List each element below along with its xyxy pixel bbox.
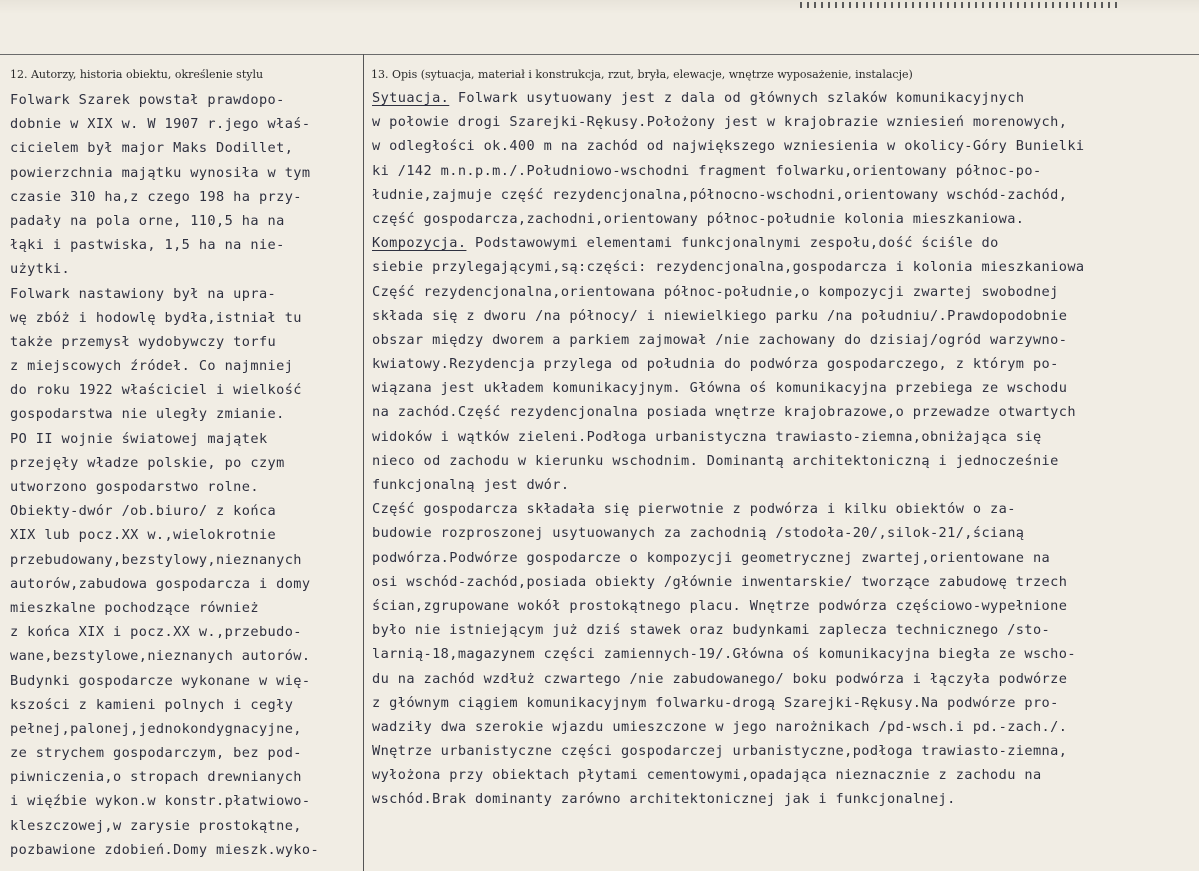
ruler-tick [961, 2, 963, 8]
text-line: gospodarstwa nie uległy zmianie. [10, 406, 285, 423]
ruler-tick [905, 2, 907, 8]
line-text: ki /142 m.n.p.m./.Południowo-wschodni fragment folwarku,orientowany północ-po- [372, 162, 1042, 179]
ruler-tick [1024, 2, 1026, 8]
text-line: piwniczenia,o stropach drewnianych [10, 769, 302, 786]
line-text: larnią-18,magazynem części zamiennych-19/.Główna oś komunikacyjna biegła ze wscho- [372, 646, 1076, 663]
text-line [372, 110, 1196, 134]
text-line [372, 328, 1196, 352]
ruler-tick [996, 2, 998, 8]
ruler-tick [982, 2, 984, 8]
line-text: Folwark usytuowany jest z dala od głównych szlaków komunikacyjnych [449, 90, 1025, 106]
text-line [372, 667, 1196, 691]
text-line: łąki i pastwiska, 1,5 ha na nie- [10, 237, 285, 254]
section-heading: Sytuacja. [372, 90, 450, 106]
line-text: Podstawowymi elementami funkcjonalnymi zespołu,dość ściśle do [466, 235, 999, 252]
ruler-tick [1108, 2, 1110, 8]
text-line [372, 400, 1196, 424]
text-line [372, 280, 1196, 304]
text-line: ze strychem gospodarczym, bez pod- [10, 745, 302, 762]
ruler-tick [877, 2, 879, 8]
ruler-tick [870, 2, 872, 8]
ruler-tick [807, 2, 809, 8]
ruler-tick [1038, 2, 1040, 8]
text-line: pełnej,palonej,jednokondygnacyjne, [10, 720, 302, 737]
ruler-tick [849, 2, 851, 8]
ruler-tick [1017, 2, 1019, 8]
ruler-tick [968, 2, 970, 8]
line-text: Część rezydencjonalna,orientowana północ-południe,o kompozycji zwartej swobodnej [372, 283, 1059, 300]
text-line [372, 425, 1196, 449]
ruler-tick [954, 2, 956, 8]
ruler-tick [1066, 2, 1068, 8]
line-text: wyłożona przy obiektach płytami cementowymi,opadająca nieznacznie z zachodu na [372, 767, 1042, 784]
ruler-tick [1059, 2, 1061, 8]
ruler-tick [919, 2, 921, 8]
ruler-tick [1087, 2, 1089, 8]
text-line: XIX lub pocz.XX w.,wielokrotnie [10, 527, 277, 544]
line-text: w odległości ok.400 m na zachód od największego wzniesienia w okolicy-Góry Bunielki [372, 138, 1085, 155]
text-line: powierzchnia majątku wynosiła w tym [10, 164, 311, 181]
ruler-tick [947, 2, 949, 8]
text-line: Budynki gospodarcze wykonane w wię- [10, 672, 311, 689]
ruler-tick [884, 2, 886, 8]
ruler-tick [912, 2, 914, 8]
line-text: część gospodarcza,zachodni,orientowany północ-południe kolonia mieszkaniowa. [372, 210, 1025, 227]
text-line: Folwark nastawiony był na upra- [10, 285, 277, 302]
ruler-tick [856, 2, 858, 8]
text-line [372, 691, 1196, 715]
section-heading: Kompozycja. [372, 235, 467, 252]
text-line [372, 134, 1196, 158]
text-line [372, 231, 1196, 255]
text-line: kszości z kamieni polnych i cegły [10, 696, 294, 713]
text-line: wę zbóż i hodowlę bydła,istniał tu [10, 309, 302, 326]
text-line [372, 376, 1196, 400]
history-text-column [10, 88, 360, 862]
text-line: mieszkalne pochodzące również [10, 599, 259, 616]
text-line: PO II wojnie światowej majątek [10, 430, 268, 447]
ruler-tick [842, 2, 844, 8]
text-line: Obiekty-dwór /ob.biuro/ z końca [10, 503, 277, 520]
form-top-border [0, 54, 1199, 55]
text-line [372, 183, 1196, 207]
section-12-header: 12. Autorzy, historia obiektu, określenie stylu [10, 68, 264, 81]
text-line: kleszczowej,w zarysie prostokątne, [10, 817, 302, 834]
ruler-tick [989, 2, 991, 8]
ruler-tick [1045, 2, 1047, 8]
text-line: do roku 1922 właściciel i wielkość [10, 382, 302, 399]
text-line [372, 521, 1196, 545]
line-text: nieco od zachodu w kierunku wschodnim. Dominantą architektoniczną i jednocześnie [372, 452, 1059, 469]
ruler-tick [1003, 2, 1005, 8]
ruler-tick [835, 2, 837, 8]
text-line: użytki. [10, 261, 71, 278]
text-line: czasie 310 ha,z czego 198 ha przy- [10, 188, 302, 205]
text-line: także przemysł wydobywczy torfu [10, 333, 277, 350]
line-text: osi wschód-zachód,posiada obiekty /głównie inwentarskie/ tworzące zabudowę trzech [372, 573, 1068, 590]
line-text: podwórza.Podwórze gospodarcze o kompozycji geometrycznej zwartej,orientowane na [372, 549, 1051, 566]
text-line [372, 787, 1196, 811]
text-line [372, 255, 1196, 279]
line-text: obszar między dworem a parkiem zajmował /nie zachowany do dzisiaj/ogród warzywno- [372, 331, 1068, 348]
line-text: w połowie drogi Szarejki-Rękusy.Położony jest w krajobrazie wzniesień morenowych, [372, 114, 1068, 131]
ruler-tick [800, 2, 802, 8]
line-text: składa się z dworu /na północy/ i niewielkiego parku /na południu/.Prawdopodobnie [372, 307, 1068, 324]
text-line [372, 304, 1196, 328]
ruler-tick [828, 2, 830, 8]
text-line: autorów,zabudowa gospodarcza i domy [10, 575, 311, 592]
line-text: kwiatowy.Rezydencja przylega od południa do podwórza gospodarczego, z którym po- [372, 356, 1059, 373]
ruler-tick [940, 2, 942, 8]
text-line: przebudowany,bezstylowy,nieznanych [10, 551, 302, 568]
text-line [372, 570, 1196, 594]
text-line [372, 715, 1196, 739]
ruler-tick [1115, 2, 1117, 8]
ruler-tick [814, 2, 816, 8]
text-line [372, 546, 1196, 570]
text-line [372, 739, 1196, 763]
text-line [372, 497, 1196, 521]
text-line [372, 352, 1196, 376]
text-line [372, 763, 1196, 787]
ruler-tick [975, 2, 977, 8]
ruler-tick [1010, 2, 1012, 8]
ruler-tick [1101, 2, 1103, 8]
section-13-header: 13. Opis (sytuacja, materiał i konstrukcja, rzut, bryła, elewacje, wnętrze wyposażenie, instalacje) [371, 68, 913, 81]
text-line: Folwark Szarek powstał prawdopo- [10, 92, 285, 108]
ruler-tick [1052, 2, 1054, 8]
line-text: ścian,zgrupowane wokół prostokątnego placu. Wnętrze podwórza częściowo-wypełnione [372, 597, 1068, 614]
ruler-tick [1080, 2, 1082, 8]
ruler-tick [821, 2, 823, 8]
line-text: wadziły dwa szerokie wjazdu umieszczone w jego narożnikach /pd-wsch.i pd.-zach./. [372, 718, 1068, 735]
text-line [372, 594, 1196, 618]
text-line [372, 642, 1196, 666]
ruler-tick [1094, 2, 1096, 8]
line-text: siebie przylegającymi,są:części: rezydencjonalna,gospodarcza i kolonia mieszkaniowa [372, 259, 1085, 276]
ruler-ticks [800, 2, 1120, 8]
column-divider [363, 54, 364, 871]
text-line: padały na pola orne, 110,5 ha na [10, 212, 285, 229]
text-line [372, 159, 1196, 183]
text-line: pozbawione zdobień.Domy mieszk.wyko- [10, 841, 320, 858]
line-text: du na zachód wzdłuż czwartego /nie zabudowanego/ boku podwórza i łączyła podwórze [372, 670, 1068, 687]
ruler-tick [863, 2, 865, 8]
line-text: z głównym ciągiem komunikacyjnym folwarku-drogą Szarejki-Rękusy.Na podwórze pro- [372, 694, 1059, 711]
line-text: wiązana jest układem komunikacyjnym. Główna oś komunikacyjna przebiega ze wschodu [372, 380, 1068, 397]
line-text: budowie rozproszonej usytuowanych za zachodnią /stodoła-20/,silok-21/,ścianą [372, 525, 1025, 542]
text-line: dobnie w XIX w. W 1907 r.jego właś- [10, 116, 311, 133]
line-text: było nie istniejącym już dziś stawek oraz budynkami zaplecza technicznego /sto- [372, 622, 1051, 639]
line-text: Część gospodarcza składała się pierwotnie z podwórza i kilku obiektów o za- [372, 501, 1016, 518]
description-text-column [372, 86, 1196, 812]
ruler-tick [926, 2, 928, 8]
text-line: wane,bezstylowe,nieznanych autorów. [10, 648, 311, 665]
text-line: i więźbie wykon.w konstr.płatwiowo- [10, 793, 311, 810]
ruler-tick [891, 2, 893, 8]
line-text: funkcjonalną jest dwór. [372, 477, 570, 493]
text-line [372, 86, 1196, 110]
line-text: na zachód.Część rezydencjonalna posiada wnętrze krajobrazowe,o przewadze otwartych [372, 404, 1076, 421]
text-line [372, 449, 1196, 473]
ruler-tick [1031, 2, 1033, 8]
text-line [372, 473, 1196, 497]
text-line [372, 618, 1196, 642]
line-text: widoków i wątków zieleni.Podłoga urbanistyczna trawiasto-ziemna,obniżająca się [372, 428, 1042, 445]
text-line: cicielem był major Maks Dodillet, [10, 140, 294, 157]
text-line: utworzono gospodarstwo rolne. [10, 479, 259, 495]
line-text: Wnętrze urbanistyczne części gospodarczej urbanistyczne,podłoga trawiasto-ziemna, [372, 743, 1068, 760]
line-text: wschód.Brak dominanty zarówno architektonicznej jak i funkcjonalnej. [372, 791, 956, 808]
text-line: z końca XIX i pocz.XX w.,przebudo- [10, 624, 302, 641]
text-line: przejęły władze polskie, po czym [10, 454, 285, 471]
ruler-tick [898, 2, 900, 8]
line-text: łudnie,zajmuje część rezydencjonalna,północno-wschodni,orientowany wschód-zachód, [372, 186, 1068, 203]
text-line: z miejscowych źródeł. Co najmniej [10, 358, 294, 375]
ruler-tick [933, 2, 935, 8]
text-line [372, 207, 1196, 231]
ruler-tick [1073, 2, 1075, 8]
